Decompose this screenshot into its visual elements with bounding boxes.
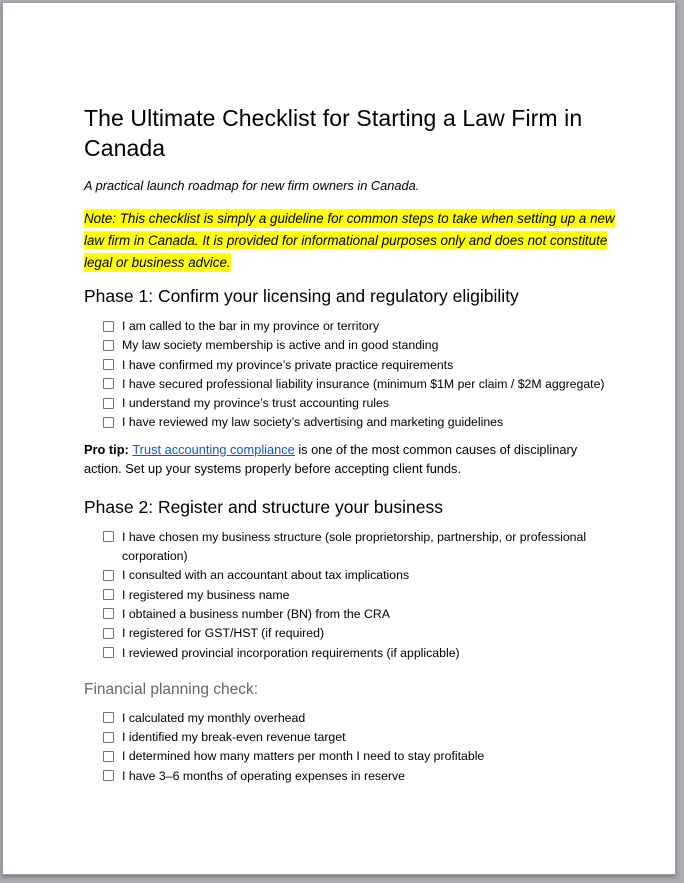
checklist-item xyxy=(103,356,617,375)
financial-planning-heading: Financial planning check: xyxy=(84,680,259,698)
document-subtitle: A practical launch roadmap for new firm owners in Canada. xyxy=(84,178,420,193)
financial-planning-section xyxy=(84,679,617,786)
checklist-item xyxy=(103,336,617,355)
document-title: The Ultimate Checklist for Starting a Law Firm in Canada xyxy=(84,105,583,161)
checkbox-icon[interactable] xyxy=(103,770,114,781)
checklist-item xyxy=(103,528,617,567)
checklist-item-label: I have reviewed my law society’s advertising and marketing guidelines xyxy=(122,415,504,430)
phase-1-checklist xyxy=(84,317,617,433)
checkbox-icon[interactable] xyxy=(103,531,114,542)
checklist-item-label: I have chosen my business structure (sole proprietorship, partnership, or professional corporation) xyxy=(122,529,587,564)
checklist-item xyxy=(103,375,617,394)
pro-tip-label: Pro tip: xyxy=(84,441,133,457)
checklist-item xyxy=(103,624,617,643)
checklist-item-label: I identified my break-even revenue target xyxy=(122,730,346,745)
pro-tip-paragraph xyxy=(84,440,617,479)
checklist-item xyxy=(103,605,617,624)
financial-planning-checklist xyxy=(84,709,617,786)
phase-1-section xyxy=(84,284,617,433)
checklist-item-label: I understand my province’s trust accounting rules xyxy=(122,396,390,411)
checkbox-icon[interactable] xyxy=(103,359,114,370)
checklist-item-label: I calculated my monthly overhead xyxy=(122,710,306,725)
checklist-item xyxy=(103,747,617,766)
checklist-item xyxy=(103,644,617,663)
checkbox-icon[interactable] xyxy=(103,570,114,581)
checklist-item xyxy=(103,709,617,728)
document-note xyxy=(84,208,617,274)
checkbox-icon[interactable] xyxy=(103,378,114,389)
checkbox-icon[interactable] xyxy=(103,628,114,639)
checklist-item-label: I consulted with an accountant about tax implications xyxy=(122,568,410,583)
checklist-item-label: I have 3–6 months of operating expenses in reserve xyxy=(122,768,406,783)
checklist-item-label: I reviewed provincial incorporation requirements (if applicable) xyxy=(122,645,460,660)
checkbox-icon[interactable] xyxy=(103,398,114,409)
phase-2-section xyxy=(84,495,617,663)
checklist-item-label: I registered my business name xyxy=(122,587,290,602)
document-page xyxy=(2,2,676,875)
checkbox-icon[interactable] xyxy=(103,321,114,332)
checklist-item-label: My law society membership is active and in good standing xyxy=(122,338,439,353)
checkbox-icon[interactable] xyxy=(103,608,114,619)
checklist-item-label: I determined how many matters per month I need to stay profitable xyxy=(122,749,485,764)
checklist-item xyxy=(103,317,617,336)
checkbox-icon[interactable] xyxy=(103,340,114,351)
trust-accounting-link[interactable]: Trust accounting compliance xyxy=(132,441,295,457)
checklist-item-label: I have secured professional liability insurance (minimum $1M per claim / $2M aggregate) xyxy=(122,376,605,391)
checklist-item xyxy=(103,566,617,585)
pro-tip-text: is one of the most common causes of disciplinary action. Set up your systems properly before accepting client funds. xyxy=(84,441,578,477)
checklist-item xyxy=(103,413,617,432)
checkbox-icon[interactable] xyxy=(103,417,114,428)
checkbox-icon[interactable] xyxy=(103,589,114,600)
checklist-item-label: I have confirmed my province’s private practice requirements xyxy=(122,357,454,372)
checkbox-icon[interactable] xyxy=(103,732,114,743)
checkbox-icon[interactable] xyxy=(103,751,114,762)
checklist-item xyxy=(103,728,617,747)
phase-2-checklist xyxy=(84,528,617,663)
phase-1-heading: Phase 1: Confirm your licensing and regulatory eligibility xyxy=(84,286,519,306)
checklist-item-label: I obtained a business number (BN) from the CRA xyxy=(122,606,390,621)
checklist-item xyxy=(103,586,617,605)
checklist-item-label: I registered for GST/HST (if required) xyxy=(122,626,325,641)
checklist-item-label: I am called to the bar in my province or territory xyxy=(122,319,379,333)
highlighted-note-text: Note: This checklist is simply a guideline for common steps to take when setting up a new law firm in Canada. It is provided for informational purposes only and does not constitute legal or business advice. xyxy=(84,211,615,270)
checkbox-icon[interactable] xyxy=(103,712,114,723)
phase-2-heading: Phase 2: Register and structure your business xyxy=(84,496,443,517)
checkbox-icon[interactable] xyxy=(103,647,114,658)
checklist-item xyxy=(103,767,617,786)
checklist-item xyxy=(103,394,617,413)
